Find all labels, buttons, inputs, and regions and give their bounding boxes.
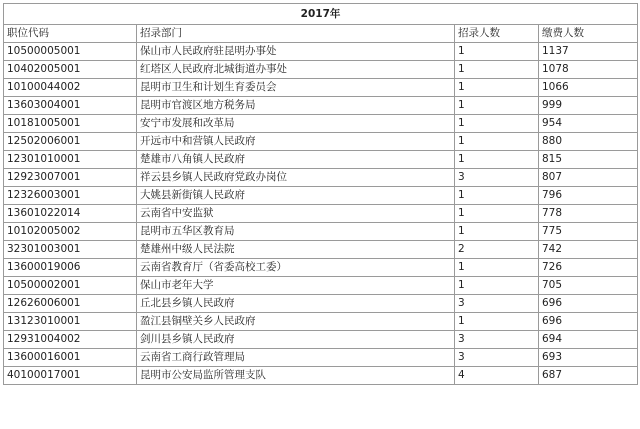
position-code-cell: 32301003001	[4, 241, 137, 259]
table-title: 2017年	[4, 4, 638, 25]
recruit-count-cell: 3	[455, 349, 539, 367]
recruit-count-cell: 1	[455, 259, 539, 277]
department-cell: 云南省中安监狱	[137, 205, 455, 223]
department-cell: 昆明市官渡区地方税务局	[137, 97, 455, 115]
recruit-count-cell: 1	[455, 187, 539, 205]
table-row	[4, 331, 638, 349]
header-department: 招录部门	[137, 25, 455, 43]
title-row	[4, 4, 638, 25]
department-cell: 昆明市公安局监所管理支队	[137, 367, 455, 385]
position-code-cell: 12502006001	[4, 133, 137, 151]
department-cell: 昆明市五华区教育局	[137, 223, 455, 241]
table-row	[4, 133, 638, 151]
paid-count-cell: 694	[539, 331, 638, 349]
table-row	[4, 61, 638, 79]
table-container	[3, 3, 638, 385]
paid-count-cell: 1066	[539, 79, 638, 97]
department-cell: 昆明市卫生和计划生育委员会	[137, 79, 455, 97]
position-code-cell: 13123010001	[4, 313, 137, 331]
recruit-count-cell: 1	[455, 61, 539, 79]
table-row	[4, 349, 638, 367]
table-row	[4, 43, 638, 61]
table-row	[4, 313, 638, 331]
paid-count-cell: 1137	[539, 43, 638, 61]
recruit-count-cell: 4	[455, 367, 539, 385]
paid-count-cell: 954	[539, 115, 638, 133]
department-cell: 大姚县新街镇人民政府	[137, 187, 455, 205]
table-row	[4, 97, 638, 115]
department-cell: 楚雄州中级人民法院	[137, 241, 455, 259]
paid-count-cell: 705	[539, 277, 638, 295]
table-row	[4, 79, 638, 97]
paid-count-cell: 796	[539, 187, 638, 205]
department-cell: 保山市人民政府驻昆明办事处	[137, 43, 455, 61]
position-code-cell: 10102005002	[4, 223, 137, 241]
department-cell: 祥云县乡镇人民政府党政办岗位	[137, 169, 455, 187]
paid-count-cell: 1078	[539, 61, 638, 79]
paid-count-cell: 807	[539, 169, 638, 187]
department-cell: 剑川县乡镇人民政府	[137, 331, 455, 349]
paid-count-cell: 880	[539, 133, 638, 151]
table-row	[4, 187, 638, 205]
position-code-cell: 13600016001	[4, 349, 137, 367]
position-code-cell: 12326003001	[4, 187, 137, 205]
table-row	[4, 151, 638, 169]
recruit-count-cell: 1	[455, 115, 539, 133]
department-cell: 开远市中和营镇人民政府	[137, 133, 455, 151]
paid-count-cell: 778	[539, 205, 638, 223]
recruit-count-cell: 3	[455, 169, 539, 187]
paid-count-cell: 693	[539, 349, 638, 367]
table-row	[4, 259, 638, 277]
position-code-cell: 13600019006	[4, 259, 137, 277]
paid-count-cell: 815	[539, 151, 638, 169]
recruit-count-cell: 1	[455, 205, 539, 223]
recruit-count-cell: 1	[455, 43, 539, 61]
position-code-cell: 40100017001	[4, 367, 137, 385]
table-row	[4, 205, 638, 223]
table-row	[4, 241, 638, 259]
table-row	[4, 367, 638, 385]
table-row	[4, 295, 638, 313]
recruit-count-cell: 2	[455, 241, 539, 259]
position-code-cell: 13601022014	[4, 205, 137, 223]
recruit-count-cell: 3	[455, 295, 539, 313]
department-cell: 保山市老年大学	[137, 277, 455, 295]
paid-count-cell: 726	[539, 259, 638, 277]
position-code-cell: 12626006001	[4, 295, 137, 313]
recruit-count-cell: 1	[455, 313, 539, 331]
department-cell: 云南省工商行政管理局	[137, 349, 455, 367]
table-row	[4, 223, 638, 241]
recruit-count-cell: 1	[455, 277, 539, 295]
department-cell: 丘北县乡镇人民政府	[137, 295, 455, 313]
recruit-count-cell: 1	[455, 223, 539, 241]
position-code-cell: 10181005001	[4, 115, 137, 133]
position-code-cell: 12301010001	[4, 151, 137, 169]
header-recruit-count: 招录人数	[455, 25, 539, 43]
table-row	[4, 115, 638, 133]
table-row	[4, 277, 638, 295]
data-table	[3, 3, 638, 385]
department-cell: 楚雄市八角镇人民政府	[137, 151, 455, 169]
department-cell: 红塔区人民政府北城街道办事处	[137, 61, 455, 79]
header-paid-count: 缴费人数	[539, 25, 638, 43]
paid-count-cell: 687	[539, 367, 638, 385]
recruit-count-cell: 1	[455, 97, 539, 115]
paid-count-cell: 999	[539, 97, 638, 115]
position-code-cell: 12923007001	[4, 169, 137, 187]
position-code-cell: 10500002001	[4, 277, 137, 295]
department-cell: 盈江县铜壁关乡人民政府	[137, 313, 455, 331]
paid-count-cell: 696	[539, 295, 638, 313]
position-code-cell: 12931004002	[4, 331, 137, 349]
header-position-code: 职位代码	[4, 25, 137, 43]
table-body	[4, 43, 638, 385]
recruit-count-cell: 1	[455, 79, 539, 97]
recruit-count-cell: 3	[455, 331, 539, 349]
position-code-cell: 10402005001	[4, 61, 137, 79]
recruit-count-cell: 1	[455, 133, 539, 151]
department-cell: 云南省教育厅（省委高校工委）	[137, 259, 455, 277]
recruit-count-cell: 1	[455, 151, 539, 169]
table-row	[4, 169, 638, 187]
paid-count-cell: 775	[539, 223, 638, 241]
paid-count-cell: 742	[539, 241, 638, 259]
header-row	[4, 25, 638, 43]
paid-count-cell: 696	[539, 313, 638, 331]
department-cell: 安宁市发展和改革局	[137, 115, 455, 133]
position-code-cell: 10100044002	[4, 79, 137, 97]
position-code-cell: 13603004001	[4, 97, 137, 115]
position-code-cell: 10500005001	[4, 43, 137, 61]
